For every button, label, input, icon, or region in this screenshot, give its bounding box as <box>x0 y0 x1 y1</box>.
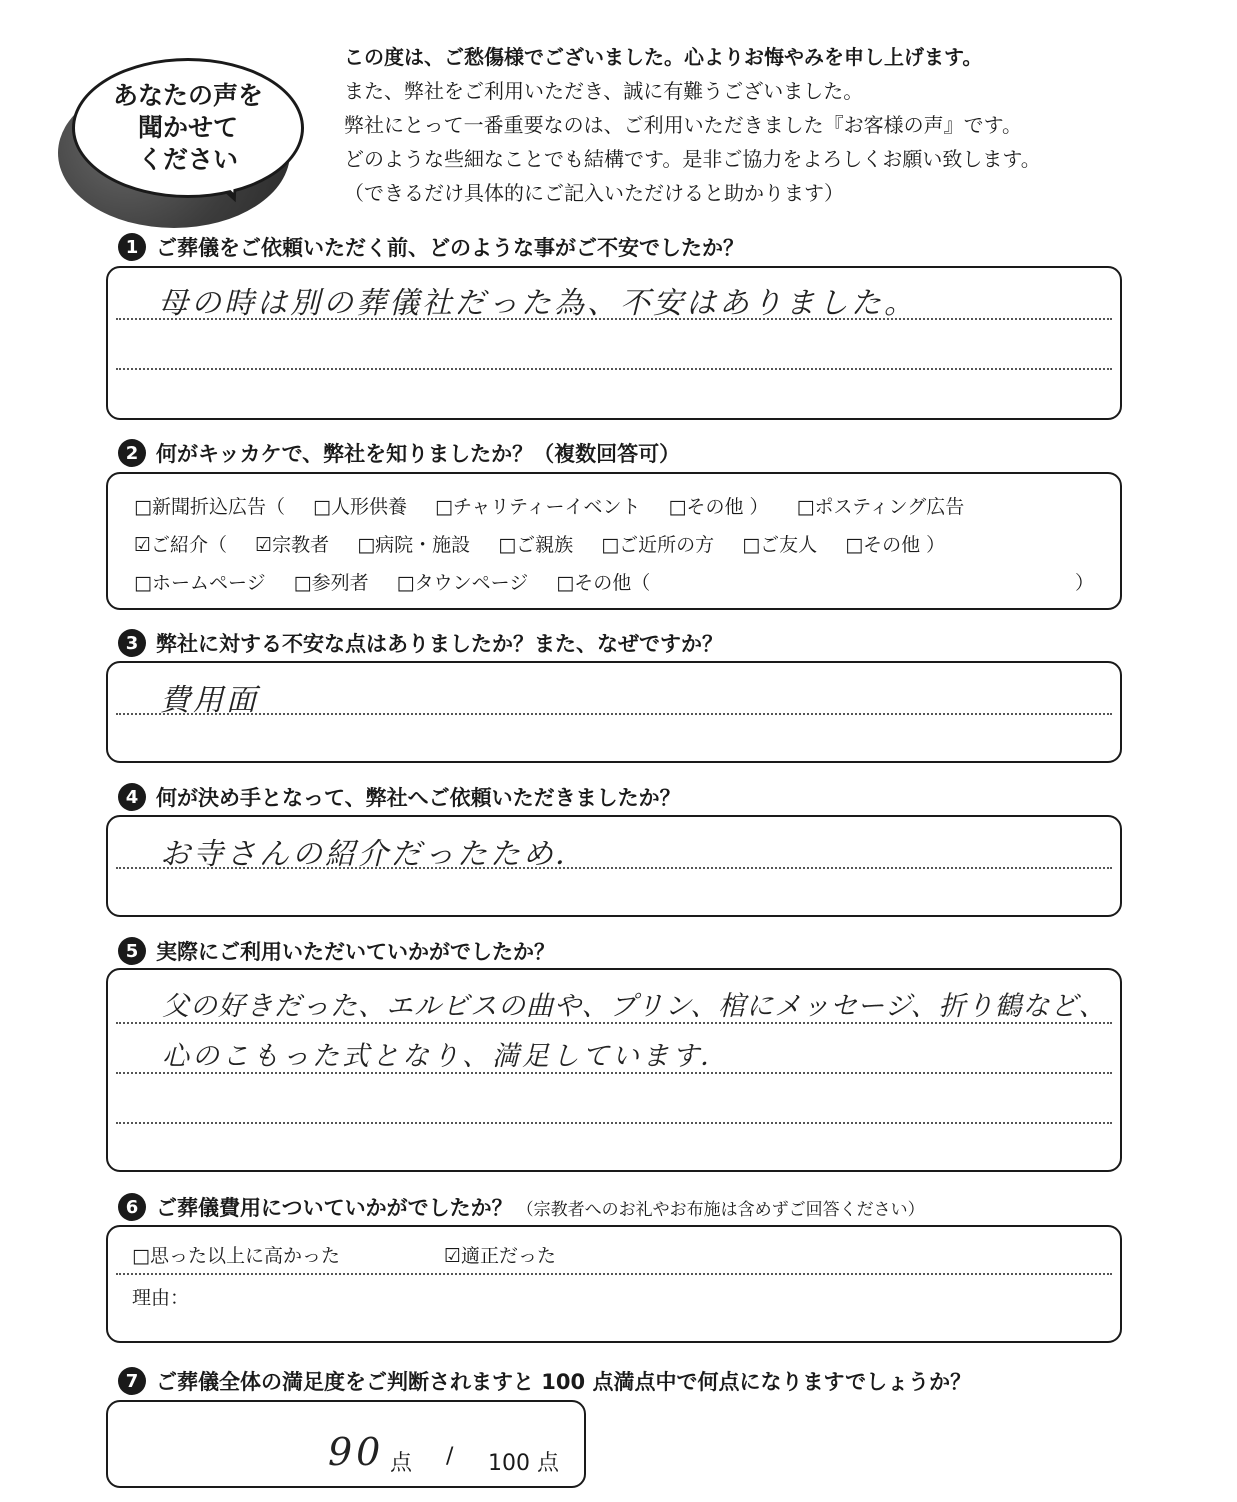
question-title: 弊社に対する不安な点はありましたか？また、なぜですか？ <box>156 632 723 656</box>
handwritten-answer: お寺さんの紹介だったため． <box>160 837 588 872</box>
checkbox-option[interactable]: □ポスティング広告 <box>796 496 965 518</box>
question-title: ご葬儀費用についていかがでしたか？ <box>156 1196 513 1220</box>
question-number: 1 <box>118 233 146 261</box>
bubble-line: あなたの声を <box>112 81 263 110</box>
answer-box-2 <box>106 472 1122 610</box>
checkbox-option-checked[interactable]: ☑適正だった <box>444 1245 557 1267</box>
option-row-1 <box>134 492 986 519</box>
score-max: 100 点 <box>488 1451 559 1476</box>
checkbox-option[interactable]: □その他 ） <box>845 534 946 556</box>
question-number: 7 <box>118 1367 146 1395</box>
question-title: ご葬儀全体の満足度をご判断されますと 100 点満点中で何点になりますでしょうか？ <box>156 1370 972 1394</box>
score-unit: 点 <box>390 1451 413 1476</box>
checkbox-option[interactable]: □ご近所の方 <box>601 534 715 556</box>
option-row-2 <box>134 530 967 557</box>
checkbox-option[interactable]: □思った以上に高かった <box>132 1245 340 1267</box>
checkbox-option[interactable]: □病院・施設 <box>357 534 471 556</box>
answer-box-5[interactable] <box>106 968 1122 1172</box>
reason-label: 理由： <box>132 1287 190 1309</box>
checkbox-option[interactable]: □新聞折込広告（ <box>134 496 285 518</box>
question-2-heading <box>118 438 680 468</box>
checkbox-option[interactable]: □その他 ） <box>668 496 769 518</box>
question-7-heading <box>118 1366 971 1396</box>
checkbox-option[interactable]: □ご友人 <box>742 534 818 556</box>
intro-line: （できるだけ具体的にご記入いただけると助かります） <box>344 181 844 205</box>
answer-box-6 <box>106 1225 1122 1343</box>
checkbox-option[interactable]: □その他（ <box>556 572 651 594</box>
answer-box-1[interactable] <box>106 266 1122 420</box>
score-separator: / <box>446 1444 454 1469</box>
checkbox-option[interactable]: □参列者 <box>293 572 369 594</box>
speech-bubble <box>72 58 304 198</box>
question-number: 2 <box>118 439 146 467</box>
intro-line: どのような些細なことでも結構です。是非ご協力をよろしくお願い致します。 <box>344 147 1041 171</box>
paren-close: ） <box>1074 572 1094 594</box>
checkbox-option[interactable]: □人形供養 <box>313 496 407 518</box>
question-title: 何が決め手となって、弊社へご依頼いただきましたか？ <box>156 786 681 810</box>
question-title: ご葬儀をご依頼いただく前、どのような事がご不安でしたか？ <box>156 236 744 260</box>
question-5-heading <box>118 936 555 966</box>
score-box[interactable] <box>106 1400 586 1488</box>
question-6-heading <box>118 1192 925 1222</box>
option-row-3 <box>134 568 1094 595</box>
handwritten-answer: 母の時は別の葬儀社だった為、不安はありました。 <box>158 286 917 321</box>
answer-box-3[interactable] <box>106 661 1122 763</box>
question-subtitle: （宗教者へのお礼やお布施は含めずご回答ください） <box>516 1199 925 1220</box>
checkbox-option[interactable]: □チャリティーイベント <box>435 496 641 518</box>
checkbox-option-checked[interactable]: ☑ご紹介（ <box>134 534 228 556</box>
checkbox-option[interactable]: □タウンページ <box>396 572 529 594</box>
question-1-heading <box>118 232 744 262</box>
question-number: 4 <box>118 783 146 811</box>
question-3-heading <box>118 628 723 658</box>
bubble-line: ください <box>137 145 238 174</box>
question-number: 5 <box>118 937 146 965</box>
handwritten-answer-line: 心のこもった式となり、満足しています． <box>162 1041 730 1072</box>
checkbox-option[interactable]: □ホームページ <box>134 572 266 594</box>
handwritten-answer-line: 父の好きだった、エルビスの曲や、プリン、棺にメッセージ、折り鶴など、 <box>162 991 1107 1022</box>
handwritten-score: 90 <box>328 1430 385 1474</box>
intro-line: 弊社にとって一番重要なのは、ご利用いただきました『お客様の声』です。 <box>344 113 1022 137</box>
question-number: 3 <box>118 629 146 657</box>
question-4-heading <box>118 782 681 812</box>
bubble-line: 聞かせて <box>137 113 238 142</box>
intro-line: この度は、ご愁傷様でございました。心よりお悔やみを申し上げます。 <box>344 45 983 69</box>
intro-text <box>344 40 1041 210</box>
question-number: 6 <box>118 1193 146 1221</box>
checkbox-option[interactable]: □ご親族 <box>498 534 574 556</box>
checkbox-option-checked[interactable]: ☑宗教者 <box>255 534 330 556</box>
question-title: 何がキッカケで、弊社を知りましたか？（複数回答可） <box>156 442 681 466</box>
handwritten-answer: 費用面 <box>160 683 259 718</box>
answer-box-4[interactable] <box>106 815 1122 917</box>
question-title: 実際にご利用いただいていかがでしたか？ <box>156 940 555 964</box>
intro-line: また、弊社をご利用いただき、誠に有難うございました。 <box>344 79 864 103</box>
